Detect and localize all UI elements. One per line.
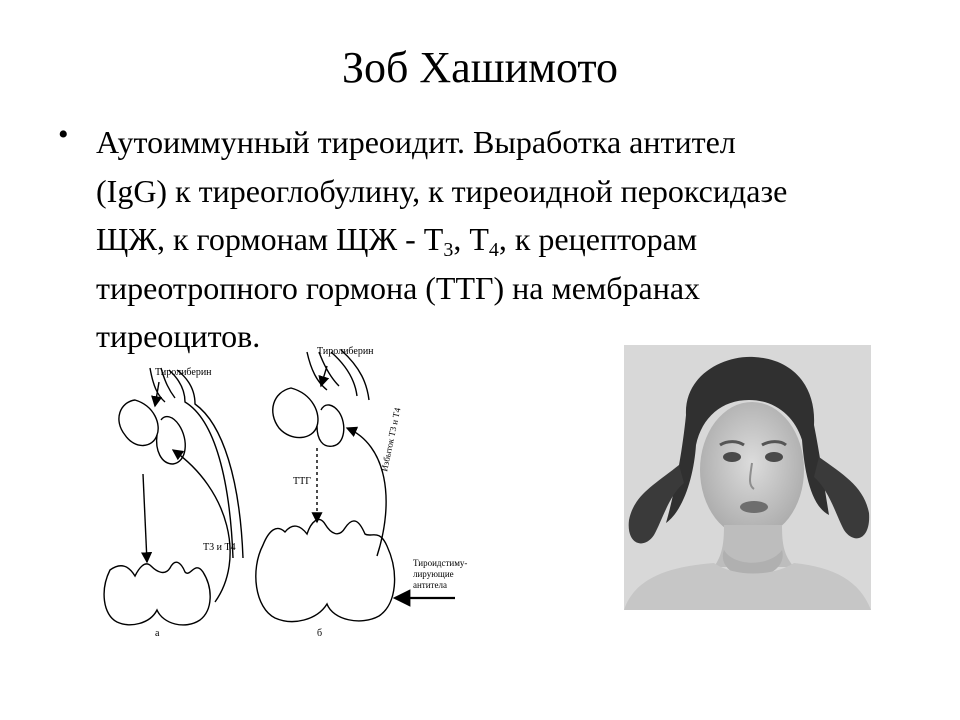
bullet-marker: • — [58, 118, 69, 151]
panel-a-trh-label: Тиролиберин — [155, 367, 212, 378]
panel-a-pituitary — [119, 400, 158, 446]
photo-left-eye — [723, 452, 741, 462]
panel-b-excess-label: Избыток Т3 и Т4 — [379, 406, 403, 473]
panel-b-label: б — [317, 628, 323, 639]
panel-b-antibody-label-3: антитела — [413, 580, 447, 590]
bullet-line-1: Аутоиммунный тиреоидит. Выработка антител — [96, 124, 736, 160]
subscript-3: 3 — [443, 239, 454, 261]
thyroid-feedback-diagram — [95, 340, 475, 640]
slide-title: Зоб Хашимото — [341, 43, 619, 92]
diagram-panel-a — [104, 368, 243, 625]
panel-a-pituitary-posterior — [157, 417, 186, 464]
panel-b-tsh-label: ТТГ — [293, 476, 311, 487]
bullet-text — [96, 118, 876, 361]
bullet-line-5: тиреоцитов. — [96, 318, 261, 354]
panel-b-pituitary-stalk — [307, 352, 339, 390]
panel-b-trh-label: Тиролиберин — [317, 346, 374, 357]
panel-b-antibody-label-1: Тироидстиму- — [413, 558, 468, 568]
panel-b-trh-arrow — [321, 366, 327, 386]
panel-a-hormone-arrow — [173, 450, 230, 602]
panel-b-pituitary-posterior — [317, 405, 344, 446]
panel-b-antibody-label-2: лирующие — [413, 569, 454, 579]
panel-b-feedback-vessel — [331, 350, 369, 400]
bullet-line-2: (IgG) к тиреоглобулину, к тиреоидной пероксидазе — [96, 172, 788, 209]
patient-photo — [624, 345, 871, 610]
photo-right-eye — [765, 452, 783, 462]
subscript-4: 4 — [488, 239, 499, 261]
panel-a-thyroid — [104, 562, 210, 625]
photo-face — [700, 402, 804, 538]
panel-b-pituitary — [273, 388, 318, 438]
bullet-line-3-part-c: , к рецепторам — [498, 221, 698, 257]
panel-b-thyroid — [256, 519, 395, 621]
panel-a-tsh-arrow — [143, 474, 147, 562]
bullet-line-3-part-a: ЩЖ, к гормонам ЩЖ - Т — [96, 221, 444, 257]
bullet-line-3-part-b: , Т — [453, 221, 489, 257]
panel-a-feedback-vessel — [169, 370, 243, 558]
bullet-line-3 — [96, 215, 876, 264]
bullet-line-4: тиреотропного гормона (ТТГ) на мембранах — [96, 269, 701, 306]
photo-mouth — [740, 501, 768, 513]
panel-a-label: а — [155, 628, 160, 639]
panel-a-hormones-label: Т3 и Т4 — [203, 542, 236, 553]
